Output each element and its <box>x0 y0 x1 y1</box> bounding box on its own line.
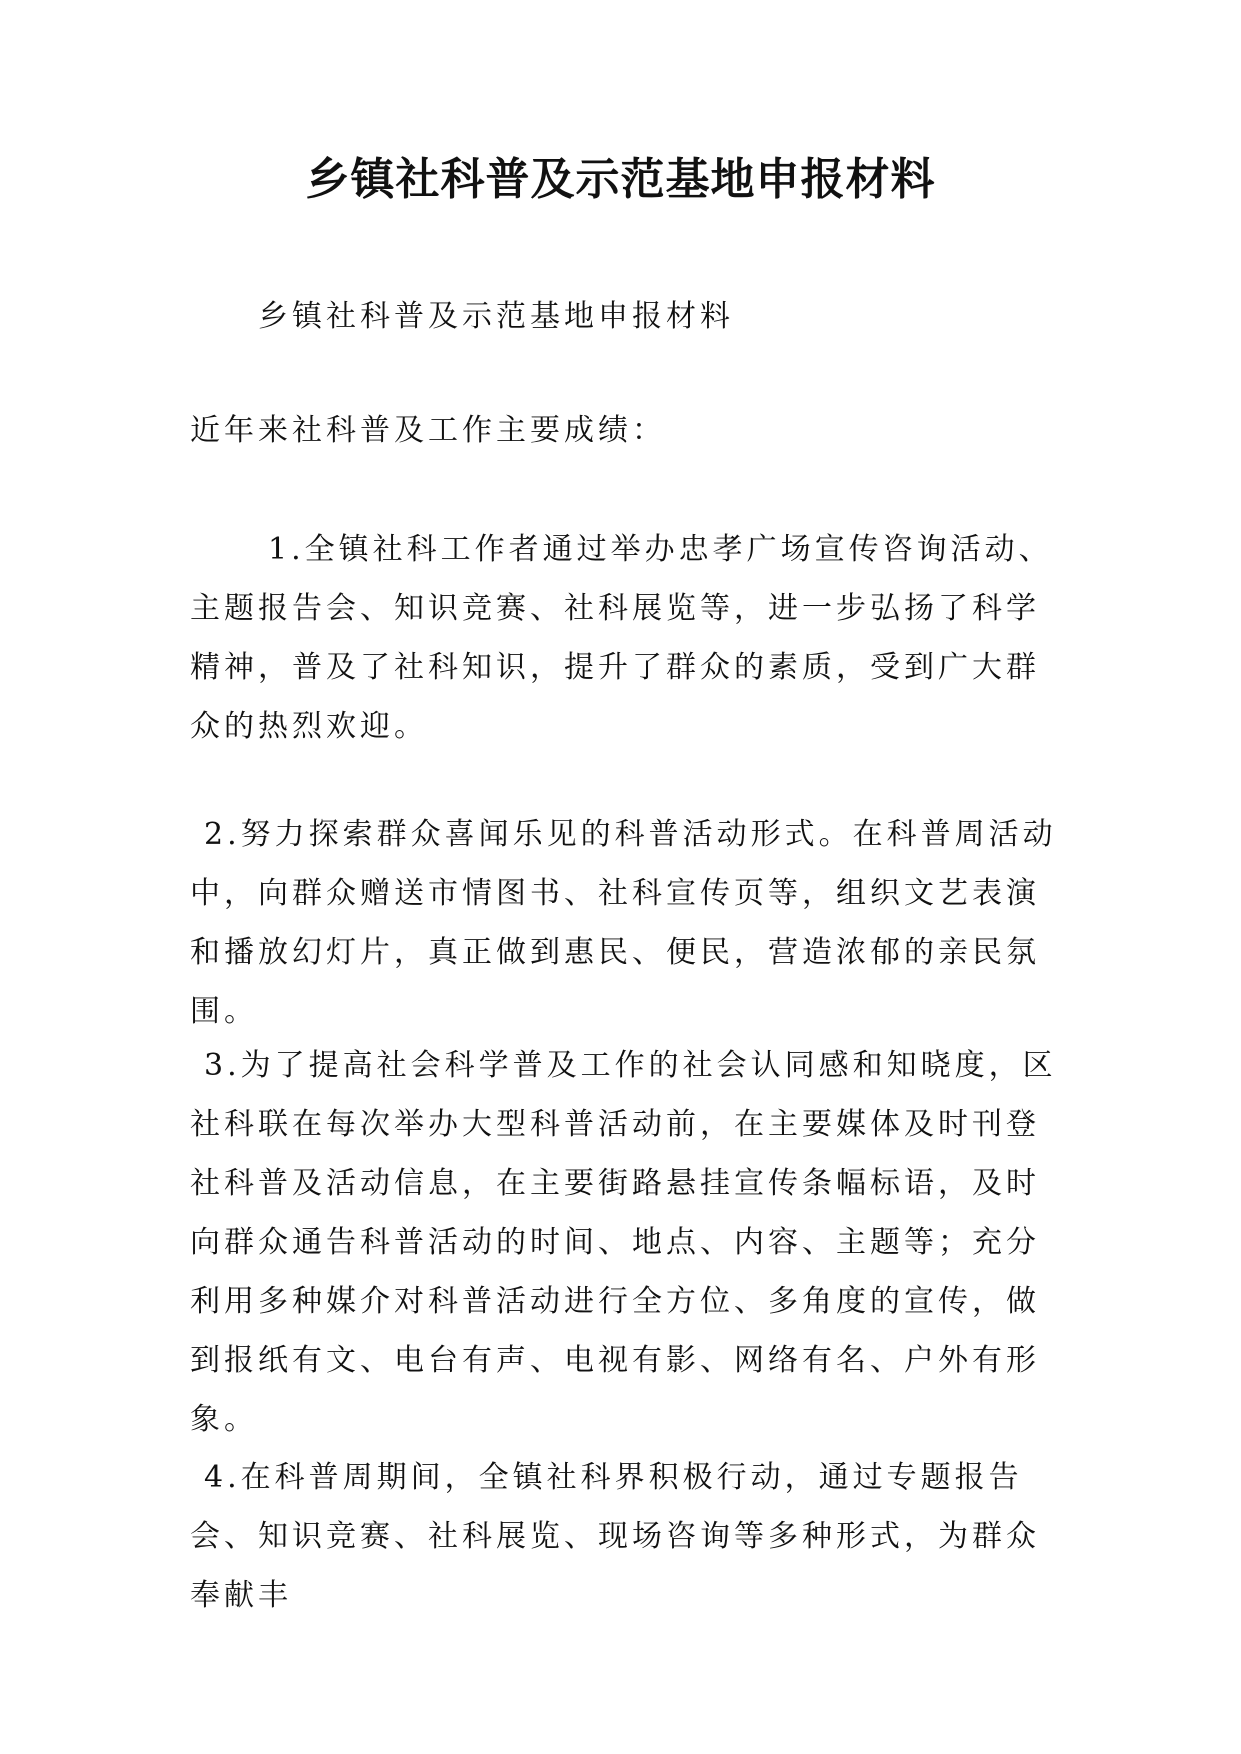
paragraph-1-text: 1.全镇社科工作者通过举办忠孝广场宣传咨询活动、主题报告会、知识竞赛、社科展览等，进一步弘扬了科学精神，普及了社科知识，提升了群众的素质，受到广大群众的热烈欢迎。 <box>190 532 1053 744</box>
paragraph-4 <box>190 1448 1070 1625</box>
paragraph-1 <box>190 520 1070 756</box>
document-title: 乡镇社科普及示范基地申报材料 <box>305 154 936 205</box>
section-intro: 近年来社科普及工作主要成绩： <box>190 413 666 448</box>
paragraph-4-text: 4.在科普周期间，全镇社科界积极行动，通过专题报告会、知识竞赛、社科展览、现场咨询等多种形式，为群众奉献丰 <box>190 1460 1040 1613</box>
paragraph-3-text: 3.为了提高社会科学普及工作的社会认同感和知晓度，区社科联在每次举办大型科普活动前，在主要媒体及时刊登社科普及活动信息，在主要街路悬挂宣传条幅标语，及时向群众通告科普活动的时间、地点、内容、主题等；充分利用多种媒介对科普活动进行全方位、多角度的宣传，做到报纸有文、电台有声、电视有影、网络有名、户外有形象。 <box>190 1048 1057 1437</box>
document-subtitle: 乡镇社科普及示范基地申报材料 <box>258 299 734 334</box>
paragraph-3 <box>190 1036 1070 1449</box>
paragraph-2 <box>190 805 1070 1041</box>
paragraph-2-text: 2.努力探索群众喜闻乐见的科普活动形式。在科普周活动中，向群众赠送市情图书、社科宣传页等，组织文艺表演和播放幻灯片，真正做到惠民、便民，营造浓郁的亲民氛围。 <box>190 817 1057 1029</box>
